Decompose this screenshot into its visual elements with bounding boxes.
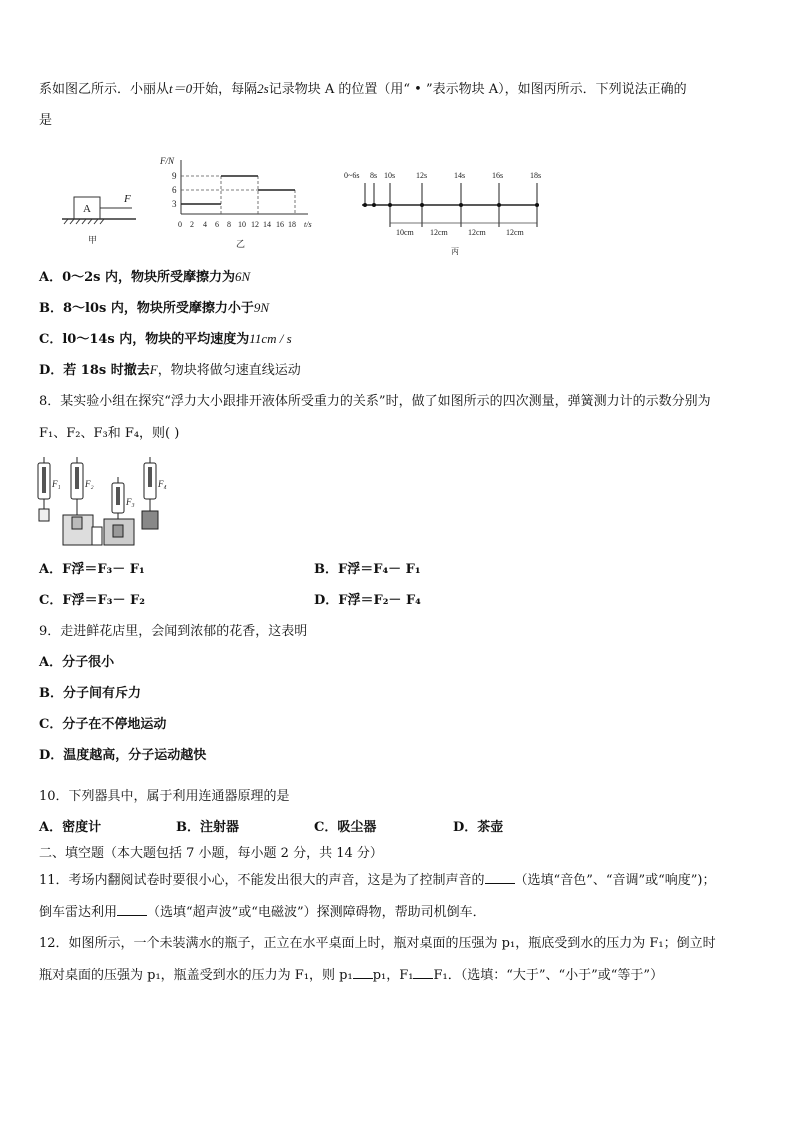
q7-intro-text-a: 系如图乙所示．小丽从: [39, 82, 170, 97]
x-axis-label: t/s: [304, 220, 312, 229]
x-tick-10: 10: [238, 220, 246, 229]
dashed-guides: [181, 176, 295, 214]
distance-12cm-1: 12cm: [430, 228, 448, 237]
q10-option-b: B．注射器: [176, 820, 239, 835]
q7-option-a: [39, 268, 763, 287]
q12-text-c: F₁．（选填：“大于”、“小于”或“等于”）: [433, 968, 664, 983]
q7-option-b-text: B．8～l0s 内，物块所受摩擦力小于: [39, 301, 254, 316]
q8-option-a: A．F浮＝F₃－ F₁: [39, 562, 145, 577]
q7-option-d-f: F: [149, 362, 158, 377]
time-label-16s: 16s: [492, 171, 504, 180]
q12-text-a: 瓶对桌面的压强为 p₁，瓶盖受到水的压力为 F₁，则 p₁: [39, 968, 353, 983]
q7-option-d: [39, 361, 763, 380]
q8-option-c: C．F浮＝F₃－ F₂: [39, 593, 145, 608]
q7-option-b-value: 9N: [253, 300, 270, 315]
q12-line1: 12．如图所示，一个未装满水的瓶子，正立在水平桌面上时，瓶对桌面的压强为 p₁，瓶底受到水的压力为 F₁；倒立时: [39, 936, 716, 951]
q12-text-b: p₁，F₁: [372, 968, 414, 983]
q10-stem: 10．下列器具中，属于利用连通器原理的是: [39, 789, 290, 804]
q11-text-c: 倒车雷达利用: [39, 905, 118, 920]
time-label-12s: 12s: [416, 171, 428, 180]
q7-option-d-text-b: ，物块将做匀速直线运动: [157, 363, 301, 378]
time-label-18s: 18s: [530, 171, 542, 180]
time-label-8s: 8s: [370, 171, 378, 180]
q9-option-d: D．温度越高，分子运动越快: [39, 748, 207, 763]
q9-option-a: A．分子很小: [39, 655, 115, 670]
y-axis-label: F/N: [160, 156, 175, 166]
figure-bing: [340, 165, 555, 257]
q11-text-a: 11．考场内翻阅试卷时要很小心，不能发出很大的声音，这是为了控制声音的: [39, 873, 485, 888]
q7-2s: 2s: [257, 81, 269, 96]
x-tick-12: 12: [251, 220, 259, 229]
q7-option-d-text-a: D．若 18s 时撤去: [39, 363, 150, 378]
distance-10cm: 10cm: [396, 228, 414, 237]
q12-blank-1[interactable]: [353, 966, 373, 979]
x-tick-18: 18: [288, 220, 296, 229]
q7-intro-line1: [39, 80, 763, 99]
force-label: F: [124, 193, 131, 205]
q7-t0: t＝0: [169, 81, 193, 96]
q11-line1: [39, 871, 763, 890]
label-f4: F₄: [158, 479, 167, 489]
q11-blank-2[interactable]: [117, 903, 147, 916]
q9-option-b: B．分子间有斥力: [39, 686, 141, 701]
q8-stem-line1: 8．某实验小组在探究“浮力大小跟排开液体所受重力的关系”时，做了如图所示的四次测量，弹簧测力计的示数分别为: [39, 394, 711, 409]
time-label-0-6s: 0~6s: [344, 171, 360, 180]
q7-option-c-value: 11cm / s: [249, 331, 292, 346]
time-label-14s: 14s: [454, 171, 466, 180]
q8-stem-line2: F₁、F₂、F₃和 F₄，则( ): [39, 426, 180, 441]
x-tick-6: 6: [215, 220, 219, 229]
block-a-label: A: [83, 203, 91, 215]
q7-intro-text-c: 记录物块 A 的位置（用“ • ”表示物块 A），如图丙所示．下列说法正确的: [268, 82, 687, 97]
caption-jia: 甲: [88, 235, 98, 245]
time-label-10s: 10s: [384, 171, 396, 180]
q11-blank-1[interactable]: [485, 871, 515, 884]
caption-yi: 乙: [236, 239, 246, 249]
figure-yi: [158, 152, 328, 252]
q7-option-a-text: A．0～2s 内，物块所受摩擦力为: [39, 270, 236, 285]
q7-intro-text-b: 开始，每隔: [192, 82, 258, 97]
q9-stem: 9．走进鲜花店里，会闻到浓郁的花香，这表明: [39, 624, 308, 639]
x-tick-0: 0: [178, 220, 182, 229]
q11-text-d: （选填“超声波”或“电磁波”）探测障碍物，帮助司机倒车．: [147, 905, 486, 920]
q11-text-b: （选填“音色”、“音调”或“响度”)；: [514, 873, 716, 888]
q12-blank-2[interactable]: [413, 966, 433, 979]
x-tick-2: 2: [190, 220, 194, 229]
y-tick-6: 6: [172, 185, 177, 195]
x-tick-8: 8: [227, 220, 231, 229]
y-tick-3: 3: [172, 199, 177, 209]
label-f3: F₃: [126, 497, 135, 507]
q8-option-d: D．F浮＝F₂－ F₄: [314, 593, 421, 608]
x-tick-16: 16: [276, 220, 284, 229]
q9-option-c: C．分子在不停地运动: [39, 717, 167, 732]
q10-option-a: A．密度计: [39, 820, 102, 835]
spring-scale-2: [63, 457, 102, 545]
label-f1: F₁: [52, 479, 61, 489]
q11-line2: [39, 903, 763, 922]
x-tick-14: 14: [263, 220, 271, 229]
caption-bing: 丙: [451, 247, 459, 256]
x-tick-4: 4: [203, 220, 207, 229]
q8-option-b: B．F浮＝F₄－ F₁: [314, 562, 421, 577]
q12-line2: [39, 966, 763, 985]
distance-12cm-3: 12cm: [506, 228, 524, 237]
figure-spring-scales: [34, 455, 174, 550]
q7-option-c: [39, 330, 763, 349]
y-tick-9: 9: [172, 171, 177, 181]
q7-option-b: [39, 299, 763, 318]
q7-option-c-text: C．l0～14s 内，物块的平均速度为: [39, 332, 250, 347]
q7-intro-line2: 是: [39, 113, 53, 128]
figure-jia: [60, 185, 140, 250]
spring-scale-3: [104, 477, 135, 545]
label-f2: F₂: [85, 479, 94, 489]
distance-12cm-2: 12cm: [468, 228, 486, 237]
spring-scale-1: [38, 457, 61, 521]
q10-option-d: D．茶壶: [453, 820, 504, 835]
spring-scale-4: [142, 457, 167, 529]
q10-option-c: C．吸尘器: [314, 820, 377, 835]
section-2-heading: 二、填空题（本大题包括 7 小题，每小题 2 分，共 14 分）: [39, 846, 383, 861]
q7-option-a-value: 6N: [235, 269, 251, 284]
